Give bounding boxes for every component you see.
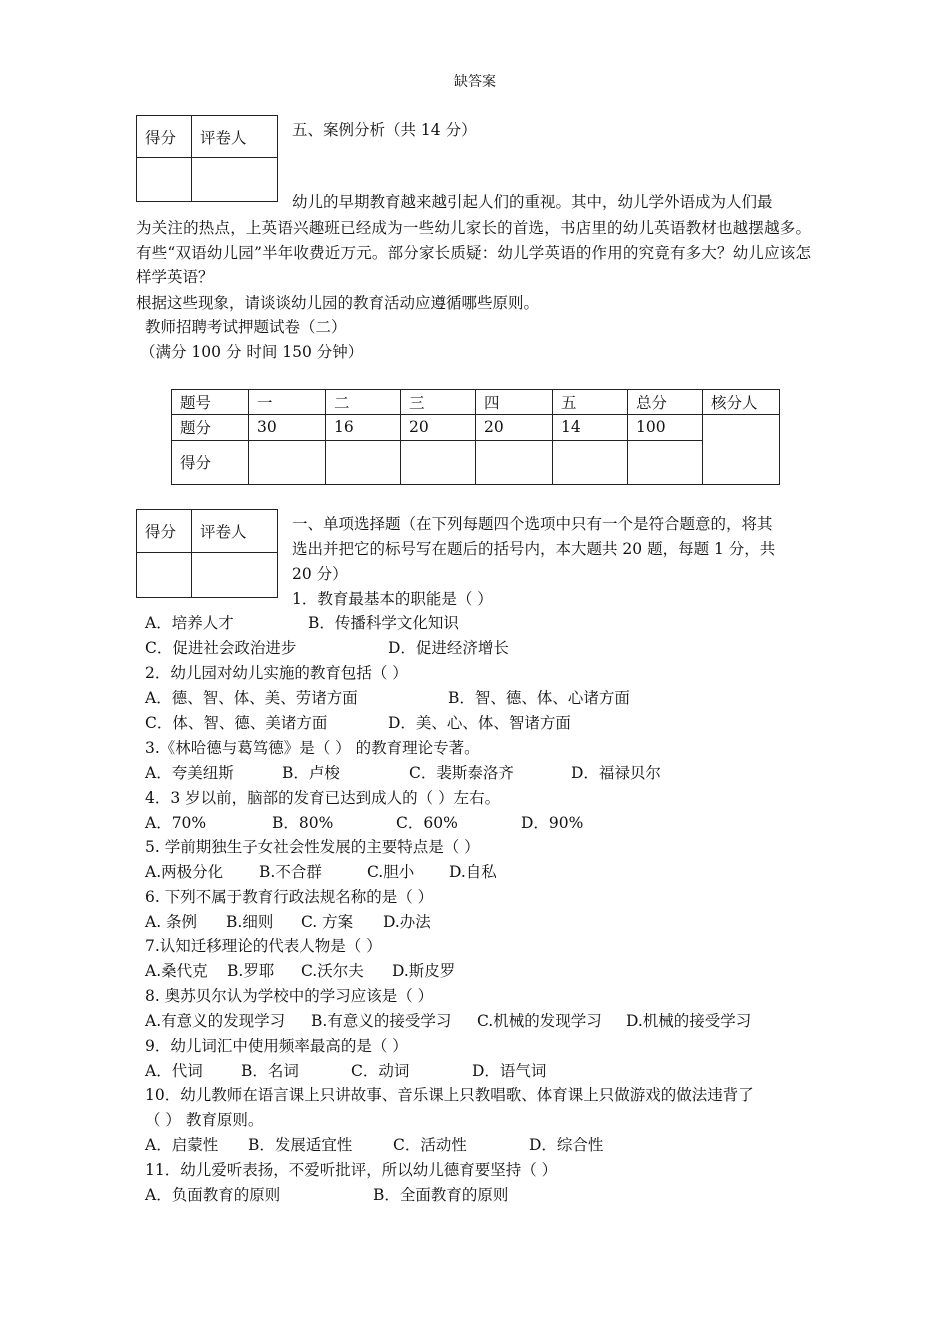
option: D．综合性 (529, 1136, 604, 1154)
option: C．裴斯泰洛齐 (409, 764, 514, 782)
score-table (171, 389, 780, 485)
grader-label: 评卷人 (192, 116, 278, 158)
section5-score-box (136, 115, 278, 202)
table-cell (476, 440, 553, 484)
header-note: 缺答案 (454, 74, 496, 90)
table-cell: 100 (628, 415, 703, 440)
question-11: 11．幼儿爱听表扬，不爱听批评，所以幼儿德育要坚持（ ） (145, 1161, 558, 1179)
question-3: 3.《林哈德与葛笃德》是（ ） 的教育理论专著。 (145, 739, 480, 757)
option: B．名词 (241, 1062, 299, 1080)
table-header: 总分 (628, 390, 703, 415)
option: C. 方案 (301, 913, 354, 931)
option: D．语气词 (472, 1062, 547, 1080)
option: C．体、智、德、美诸方面 (145, 714, 328, 732)
score-cell (137, 553, 192, 598)
option: C．活动性 (393, 1136, 467, 1154)
option: A．代词 (145, 1062, 203, 1080)
option: D．90% (521, 814, 584, 832)
option: A.桑代克 (145, 962, 208, 980)
option: A．德、智、体、美、劳诸方面 (145, 689, 358, 707)
section1-intro-line2: 选出并把它的标号写在题后的括号内，本大题共 20 题，每题 1 分，共 (292, 540, 776, 558)
exam-subtitle: （满分 100 分 时间 150 分钟） (140, 343, 364, 361)
question-4: 4．3 岁以前，脑部的发育已达到成人的（ ）左右。 (145, 789, 501, 807)
question-5: 5. 学前期独生子女社会性发展的主要特点是（ ） (145, 838, 480, 856)
option: B.不合群 (259, 863, 322, 881)
table-header: 四 (476, 390, 553, 415)
exam-title: 教师招聘考试押题试卷（二） (145, 318, 347, 336)
grader-label: 评卷人 (192, 510, 278, 553)
option: C．动词 (351, 1062, 410, 1080)
option: B．全面教育的原则 (373, 1186, 509, 1204)
table-header: 核分人 (703, 390, 780, 415)
option: D.机械的接受学习 (626, 1012, 752, 1030)
section1-intro-line3: 20 分） (292, 565, 348, 583)
score-cell (137, 158, 192, 202)
table-cell (401, 440, 476, 484)
option: B.罗耶 (227, 962, 275, 980)
score-label: 得分 (137, 116, 192, 158)
table-header: 二 (326, 390, 401, 415)
table-header: 五 (553, 390, 628, 415)
question-1: 1．教育最基本的职能是（ ） (292, 590, 493, 608)
option: C.机械的发现学习 (477, 1012, 602, 1030)
section5-paragraph: 为关注的热点，上英语兴趣班已经成为一些幼儿家长的首选，书店里的幼儿英语教材也越摆越多。有些“双语幼儿园”半年收费近万元。部分家长质疑：幼儿学英语的作用的究竟有多大？幼儿应该怎样学英语？ (136, 219, 811, 286)
table-header: 一 (249, 390, 326, 415)
option: A.两极分化 (145, 863, 224, 881)
option: C.胆小 (367, 863, 415, 881)
option: B．卢梭 (282, 764, 340, 782)
table-header: 三 (401, 390, 476, 415)
option: C．60% (396, 814, 458, 832)
section5-question: 根据这些现象，请谈谈幼儿园的教育活动应遵循哪些原则。 (136, 294, 540, 312)
section1-score-box (136, 509, 278, 598)
option: D．促进经济增长 (388, 639, 509, 657)
table-header: 题号 (172, 390, 249, 415)
option: A．启蒙性 (145, 1136, 219, 1154)
table-cell: 20 (401, 415, 476, 440)
option: B．传播科学文化知识 (308, 614, 459, 632)
option: A．培养人才 (145, 614, 234, 632)
option: A．夸美纽斯 (145, 764, 234, 782)
table-cell (628, 440, 703, 484)
section5-paragraph-first: 幼儿的早期教育越来越引起人们的重视。其中，幼儿学外语成为人们最 (292, 193, 773, 211)
option: B．发展适宜性 (248, 1136, 353, 1154)
option: D.斯皮罗 (392, 962, 456, 980)
table-cell (326, 440, 401, 484)
table-cell: 题分 (172, 415, 249, 440)
option: D．福禄贝尔 (571, 764, 661, 782)
table-cell (249, 440, 326, 484)
section5-title: 五、案例分析（共 14 分） (292, 121, 477, 139)
question-7: 7.认知迁移理论的代表人物是（ ） (145, 937, 382, 955)
option: C.沃尔夫 (301, 962, 364, 980)
option: A．70% (145, 814, 207, 832)
question-10-line2: （ ） 教育原则。 (145, 1111, 264, 1129)
score-label: 得分 (137, 510, 192, 553)
question-8: 8. 奥苏贝尔认为学校中的学习应该是（ ） (145, 987, 434, 1005)
option: A．负面教育的原则 (145, 1186, 281, 1204)
section1-intro-line1: 一、单项选择题（在下列每题四个选项中只有一个是符合题意的，将其 (292, 515, 773, 533)
option: A. 条例 (145, 913, 198, 931)
table-cell: 30 (249, 415, 326, 440)
option: B.有意义的接受学习 (311, 1012, 452, 1030)
option: D．美、心、体、智诸方面 (388, 714, 571, 732)
grader-cell (192, 158, 278, 202)
table-cell: 14 (553, 415, 628, 440)
option: D.办法 (383, 913, 431, 931)
table-cell: 16 (326, 415, 401, 440)
question-2: 2．幼儿园对幼儿实施的教育包括（ ） (145, 664, 408, 682)
table-cell: 20 (476, 415, 553, 440)
question-9: 9．幼儿词汇中使用频率最高的是（ ） (145, 1037, 408, 1055)
table-cell: 得分 (172, 440, 249, 484)
question-10-line1: 10．幼儿教师在语言课上只讲故事、音乐课上只教唱歌、体育课上只做游戏的做法违背了 (145, 1086, 754, 1104)
question-6: 6. 下列不属于教育行政法规名称的是（ ） (145, 888, 434, 906)
table-cell (703, 415, 780, 485)
option: B．80% (272, 814, 334, 832)
option: D.自私 (449, 863, 497, 881)
option: B.细则 (226, 913, 274, 931)
grader-cell (192, 553, 278, 598)
option: C．促进社会政治进步 (145, 639, 297, 657)
table-cell (553, 440, 628, 484)
option: B．智、德、体、心诸方面 (448, 689, 630, 707)
option: A.有意义的发现学习 (145, 1012, 286, 1030)
